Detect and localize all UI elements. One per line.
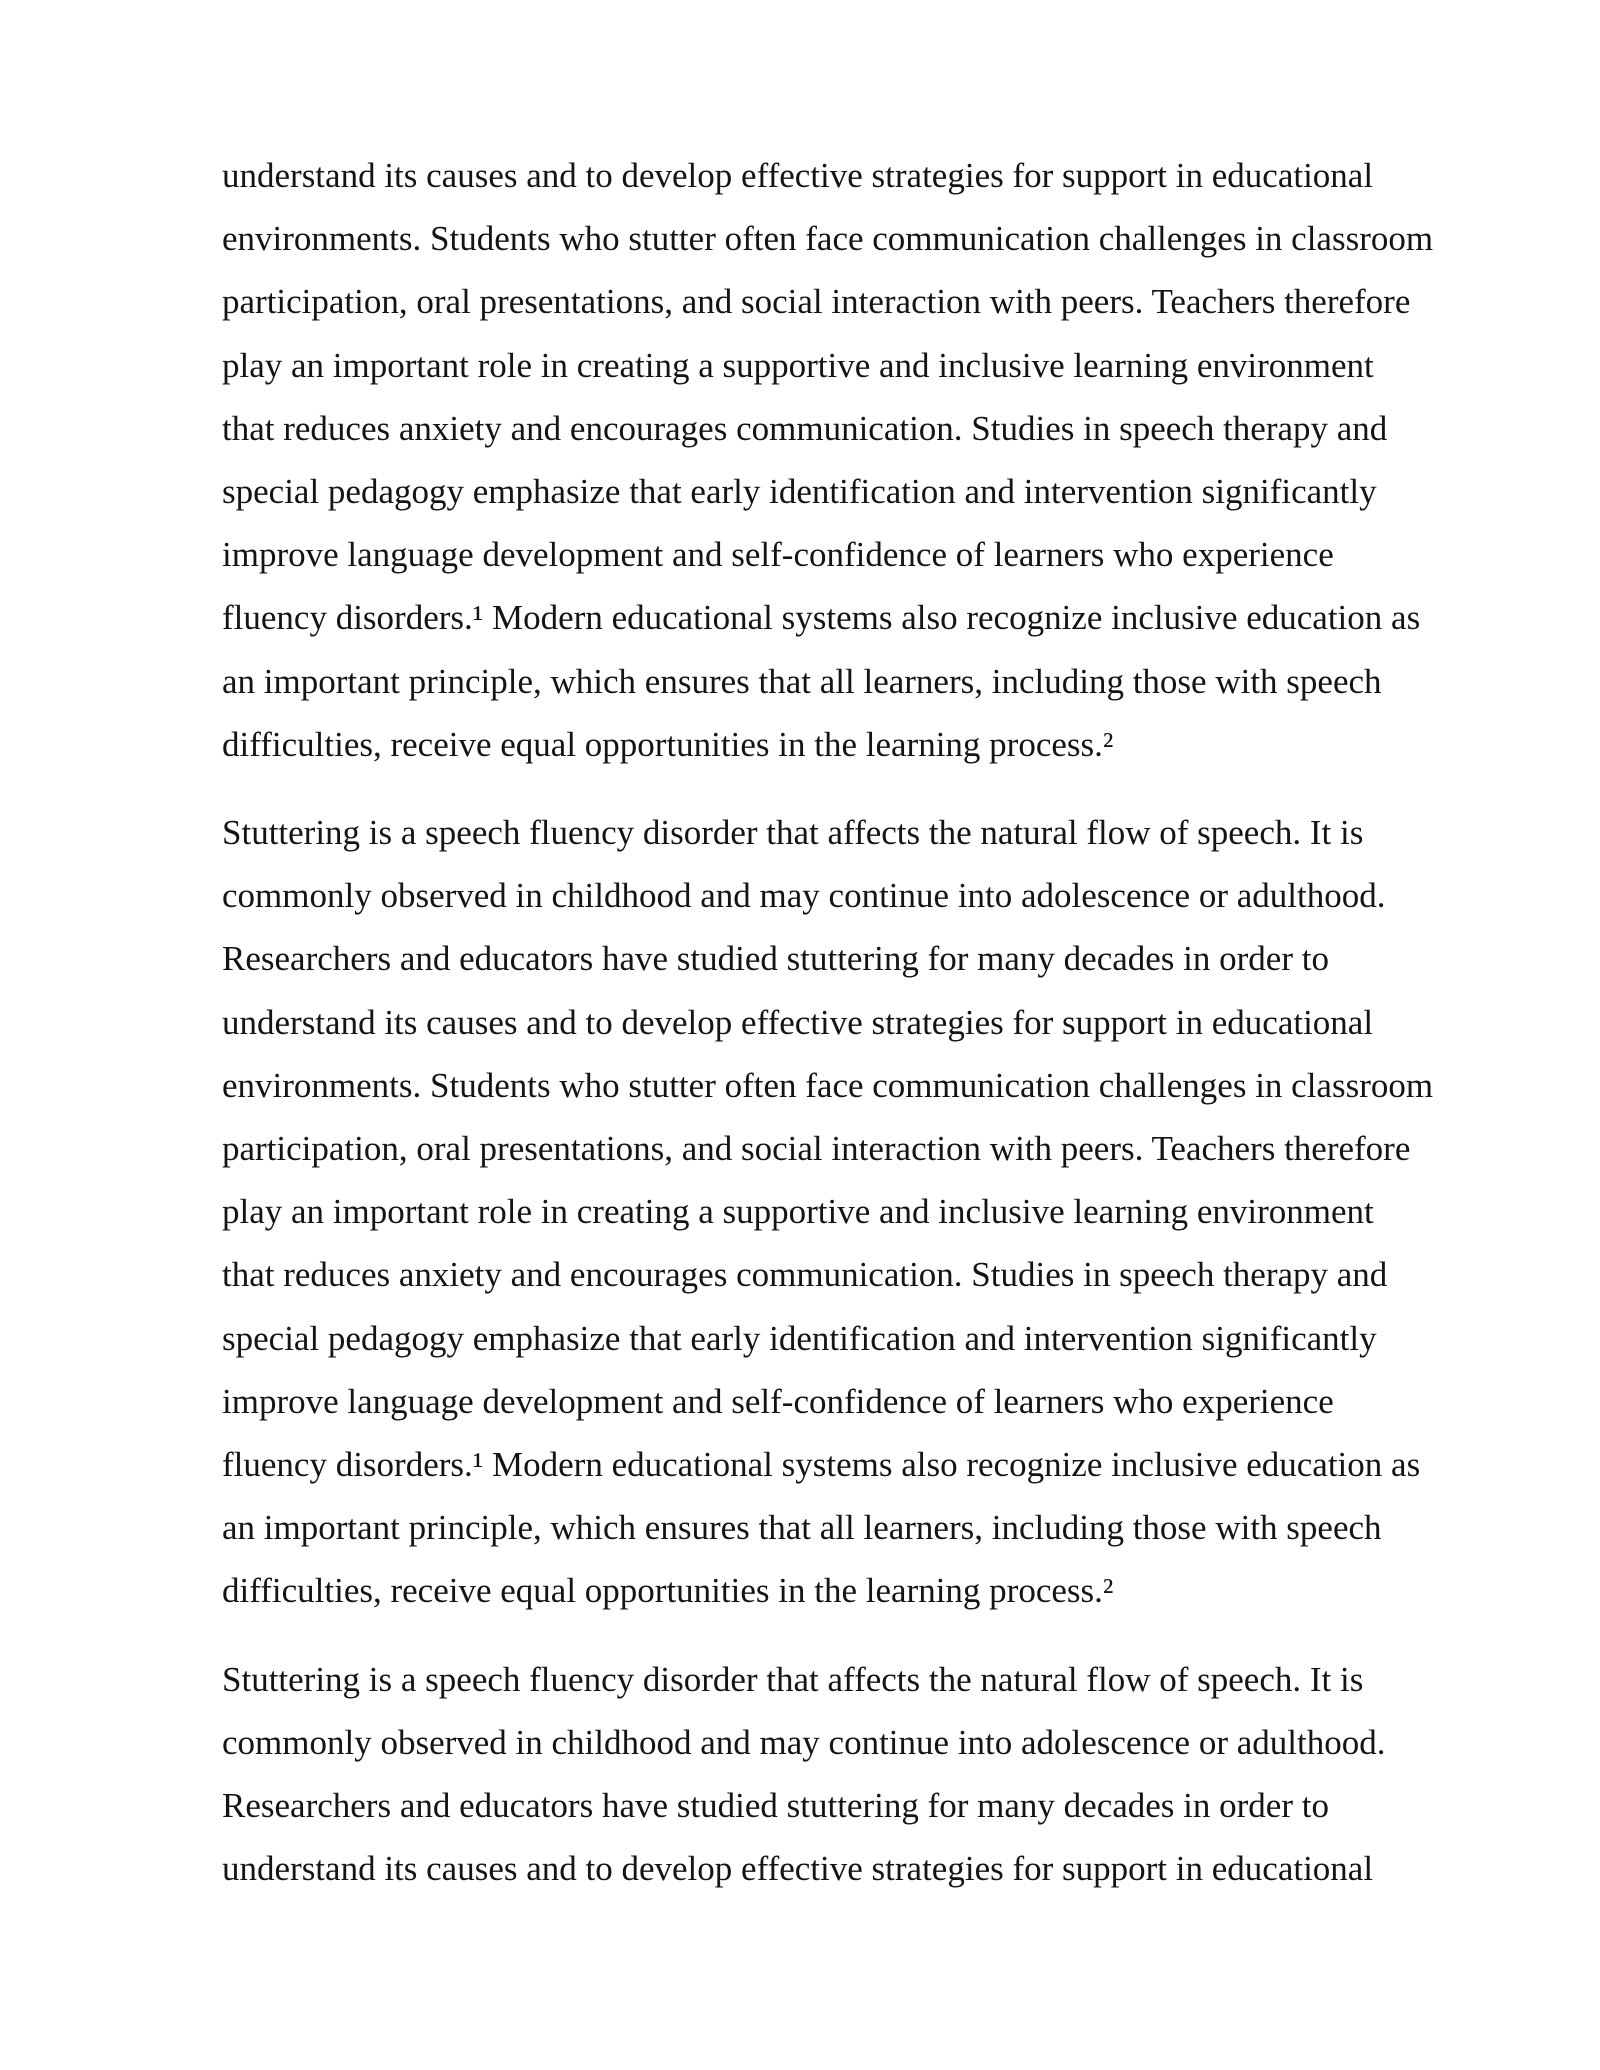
text-line: fluency disorders.¹ Modern educational systems also recognize inclusive education as — [222, 598, 1421, 638]
paragraph-3 — [222, 1648, 1522, 1901]
text-line: Researchers and educators have studied stuttering for many decades in order to — [222, 1786, 1329, 1826]
text-line: fluency disorders.¹ Modern educational systems also recognize inclusive education as — [222, 1445, 1421, 1485]
text-line: participation, oral presentations, and social interaction with peers. Teachers therefore — [222, 1129, 1411, 1169]
text-line: environments. Students who stutter often face communication challenges in classroom — [222, 1065, 1434, 1105]
text-line: Stuttering is a speech fluency disorder that affects the natural flow of speech. It is — [222, 813, 1364, 853]
paragraph-1 — [222, 144, 1522, 776]
paragraph-2 — [222, 801, 1522, 1623]
text-line: special pedagogy emphasize that early identification and intervention significantly — [222, 472, 1377, 512]
text-line: special pedagogy emphasize that early identification and intervention significantly — [222, 1318, 1377, 1358]
text-line: environments. Students who stutter often face communication challenges in classroom — [222, 219, 1434, 259]
text-line: commonly observed in childhood and may continue into adolescence or adulthood. — [222, 1722, 1386, 1762]
document-body — [222, 144, 1522, 1925]
text-line: Researchers and educators have studied stuttering for many decades in order to — [222, 939, 1329, 979]
text-line: understand its causes and to develop effective strategies for support in educational — [222, 156, 1374, 195]
text-line: understand its causes and to develop effective strategies for support in educational — [222, 1849, 1374, 1889]
text-line: commonly observed in childhood and may continue into adolescence or adulthood. — [222, 876, 1386, 916]
text-line: play an important role in creating a supportive and inclusive learning environment — [222, 345, 1374, 385]
text-line: an important principle, which ensures that all learners, including those with speech — [222, 1508, 1382, 1548]
text-line: that reduces anxiety and encourages communication. Studies in speech therapy and — [222, 408, 1388, 448]
text-line: improve language development and self-confidence of learners who experience — [222, 535, 1334, 575]
text-line: difficulties, receive equal opportunities in the learning process.² — [222, 1571, 1114, 1611]
text-line: understand its causes and to develop effective strategies for support in educational — [222, 1002, 1374, 1042]
text-line: an important principle, which ensures that all learners, including those with speech — [222, 661, 1382, 701]
text-line: improve language development and self-confidence of learners who experience — [222, 1381, 1334, 1421]
text-line: that reduces anxiety and encourages communication. Studies in speech therapy and — [222, 1255, 1388, 1295]
text-line: Stuttering is a speech fluency disorder that affects the natural flow of speech. It is — [222, 1659, 1364, 1699]
text-line: participation, oral presentations, and social interaction with peers. Teachers therefore — [222, 282, 1411, 322]
text-line: play an important role in creating a supportive and inclusive learning environment — [222, 1192, 1374, 1232]
text-line: difficulties, receive equal opportunities in the learning process.² — [222, 724, 1114, 764]
